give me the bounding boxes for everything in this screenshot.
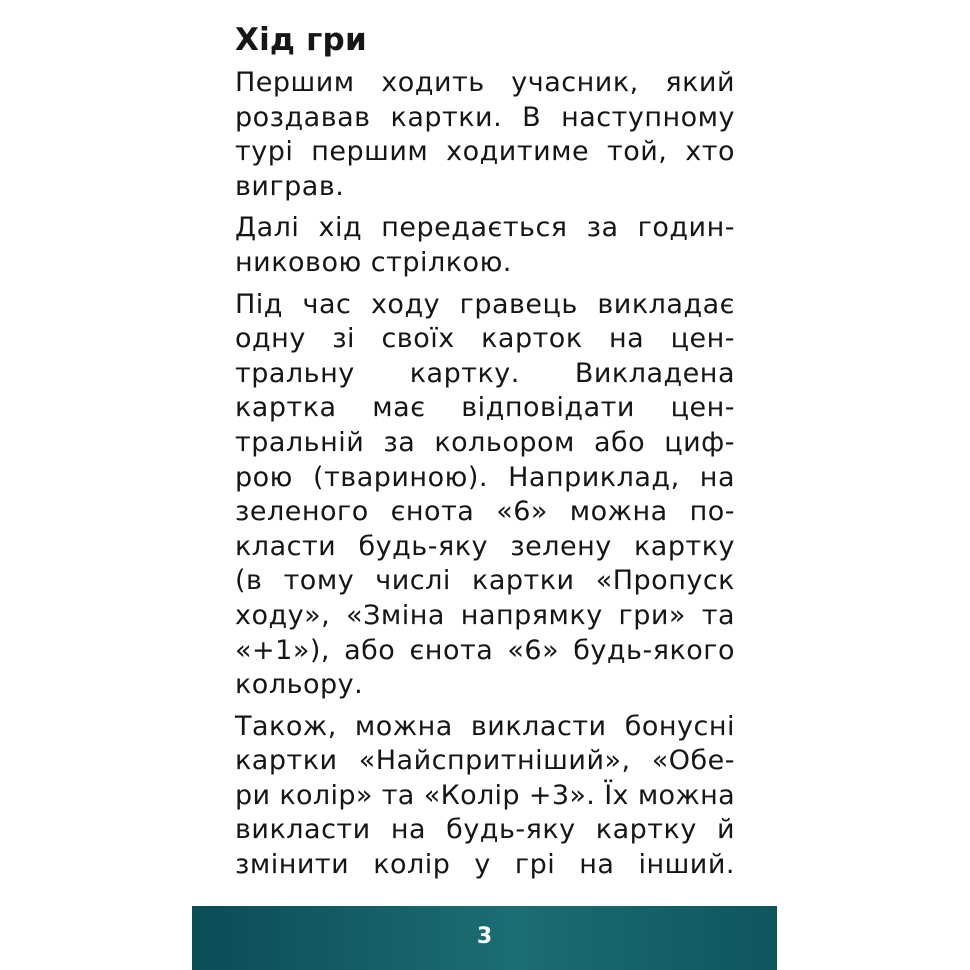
- text-line: (в тому числі картки «Пропуск: [235, 565, 735, 597]
- text-line: виграв.: [235, 170, 345, 202]
- text-line: класти будь-яку зелену картку: [235, 530, 735, 562]
- text-line: кольору.: [235, 669, 364, 701]
- text-line: викласти на будь-яку картку й: [235, 814, 735, 846]
- paragraph-1: [235, 66, 735, 204]
- text-line: картка має відповідати цен-: [235, 392, 735, 424]
- text-column: [235, 20, 735, 890]
- text-line: турі першим ходитиме той, хто: [235, 136, 735, 168]
- section-heading: Хід гри: [235, 22, 367, 58]
- text-line: рою (твариною). Наприклад, на: [235, 461, 735, 493]
- paragraph-4: [235, 710, 735, 883]
- text-line: тральній за кольором або циф-: [235, 426, 735, 458]
- text-line: ри колір» та «Колір +3». Їх можна: [235, 779, 735, 811]
- text-line: никовою стрілкою.: [235, 246, 512, 278]
- page-number: 3: [476, 923, 493, 949]
- paragraph-3: [235, 288, 735, 703]
- text-line: Також, можна викласти бонусні: [235, 710, 735, 742]
- text-line: зеленого єнота «6» можна по-: [235, 496, 735, 528]
- text-line: одну зі своїх карток на цен-: [235, 323, 735, 355]
- text-line: картки «Найспритніший», «Обе-: [235, 745, 735, 777]
- text-line: Першим ходить учасник, який: [235, 67, 735, 98]
- page-footer-bar: [192, 906, 777, 970]
- text-line: ходу», «Зміна напрямку гри» та: [235, 599, 735, 631]
- paragraph-2: [235, 211, 735, 280]
- text-line: змінити колір у грі на інший.: [235, 849, 735, 881]
- text-line: «+1»), або єнота «6» будь-якого: [235, 634, 735, 666]
- text-line: тральну картку. Викладена: [235, 357, 735, 389]
- text-line: роздавав картки. В наступному: [235, 101, 735, 133]
- text-line: Далі хід передається за годин-: [235, 212, 735, 244]
- text-line: Під час ходу гравець викладає: [235, 288, 735, 320]
